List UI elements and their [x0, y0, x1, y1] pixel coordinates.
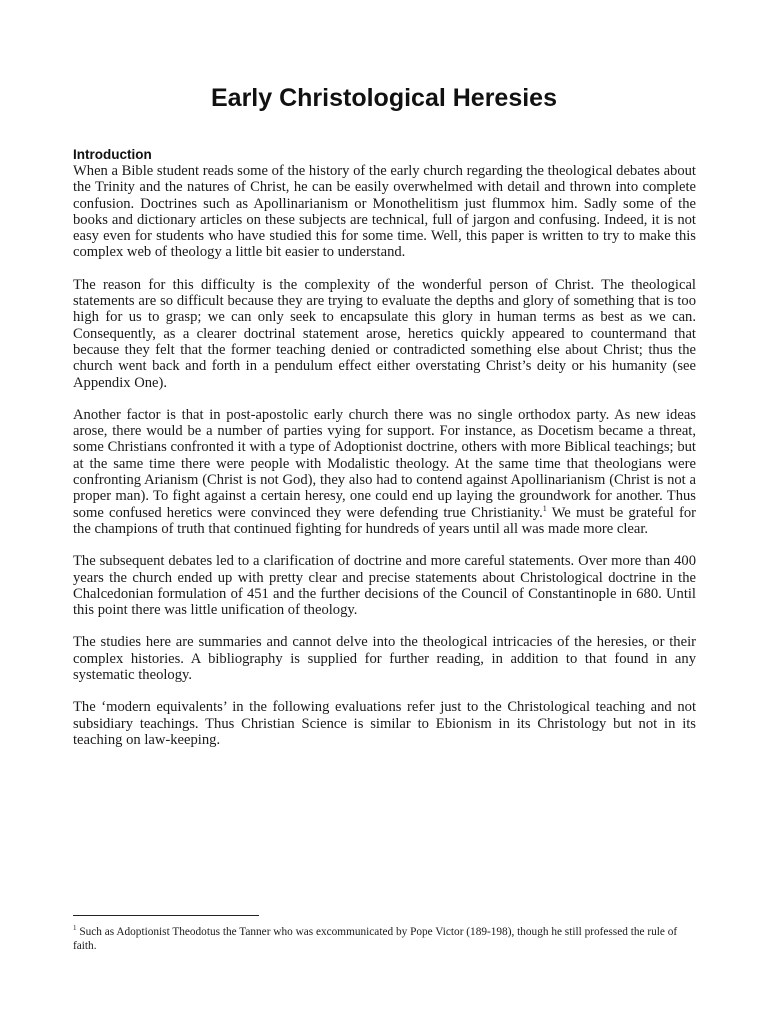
paragraph-6: The ‘modern equivalents’ in the following evaluations refer just to the Christological teaching and not subsidiary teachings. Thus Christian Science is similar to Ebionism in its Christology but not in its teaching on law-keeping. [73, 699, 696, 748]
footnote-text: Such as Adoptionist Theodotus the Tanner who was excommunicated by Pope Victor (189-198), though he still professed the rule of faith. [73, 926, 678, 952]
document-body [73, 147, 696, 764]
paragraph-4: The subsequent debates led to a clarification of doctrine and more careful statements. Over more than 400 years the church ended up with pretty clear and precise statements about Christological doctrine in the Chalcedonian formulation of 451 and the further decisions of the Council of Constantinople in 680. Until this point there was little unification of theology. [73, 553, 696, 619]
paragraph-3-text: Another factor is that in post-apostolic early church there was no single orthodox party. As new ideas arose, there would be a number of parties vying for support. For instance, as Docetism became a threat, some Christians confronted it with a type of Adoptionist doctrine, others with more Biblical teachings; but at the same time there were people with Modalistic theology. At the same time that theologians were confronting Arianism (Christ is not God), they also had to contend against Apollinarianism (Christ is not a proper man). To fight against a certain heresy, one could end up laying the groundwork for another. Thus some confused heretics were convinced they were defending true Christianity. [73, 406, 696, 521]
footnote-reference[interactable]: 1 [542, 503, 547, 513]
paragraph-2: The reason for this difficulty is the complexity of the wonderful person of Christ. The theological statements are so difficult because they are trying to evaluate the depths and glory of something that is too high for us to grasp; we can only seek to encapsulate this glory in human terms as best as we can. Consequently, as a clearer doctrinal statement arose, heretics quickly appeared to countermand that because they felt that the former teaching denied or contradicted something else about Christ; thus the church went back and forth in a pendulum effect either overstating Christ’s deity or his humanity (see Appendix One). [73, 276, 696, 391]
paragraph-1: When a Bible student reads some of the history of the early church regarding the theological debates about the Trinity and the natures of Christ, he can be easily overwhelmed with detail and thrown into complete confusion. Doctrines such as Apollinarianism or Monothelitism just flummox him. Sadly some of the books and dictionary articles on these subjects are technical, full of jargon and confusing. Indeed, it is not easy even for students who have studied this for some time. Well, this paper is written to try to make this complex web of theology a little bit easier to understand. [73, 163, 696, 261]
paragraph-3 [73, 407, 696, 537]
document-title: Early Christological Heresies [211, 84, 557, 112]
footnote [73, 925, 696, 953]
footnote-divider [73, 915, 259, 916]
footnote-marker: 1 [73, 924, 77, 933]
section-heading-introduction: Introduction [73, 147, 152, 162]
paragraph-3-continuation: We must be grateful for the champions of truth that continued fighting for hundreds of years until all was made more clear. [73, 504, 696, 537]
paragraph-5: The studies here are summaries and cannot delve into the theological intricacies of the heresies, or their complex histories. A bibliography is supplied for further reading, in addition to that found in any systematic theology. [73, 634, 696, 684]
